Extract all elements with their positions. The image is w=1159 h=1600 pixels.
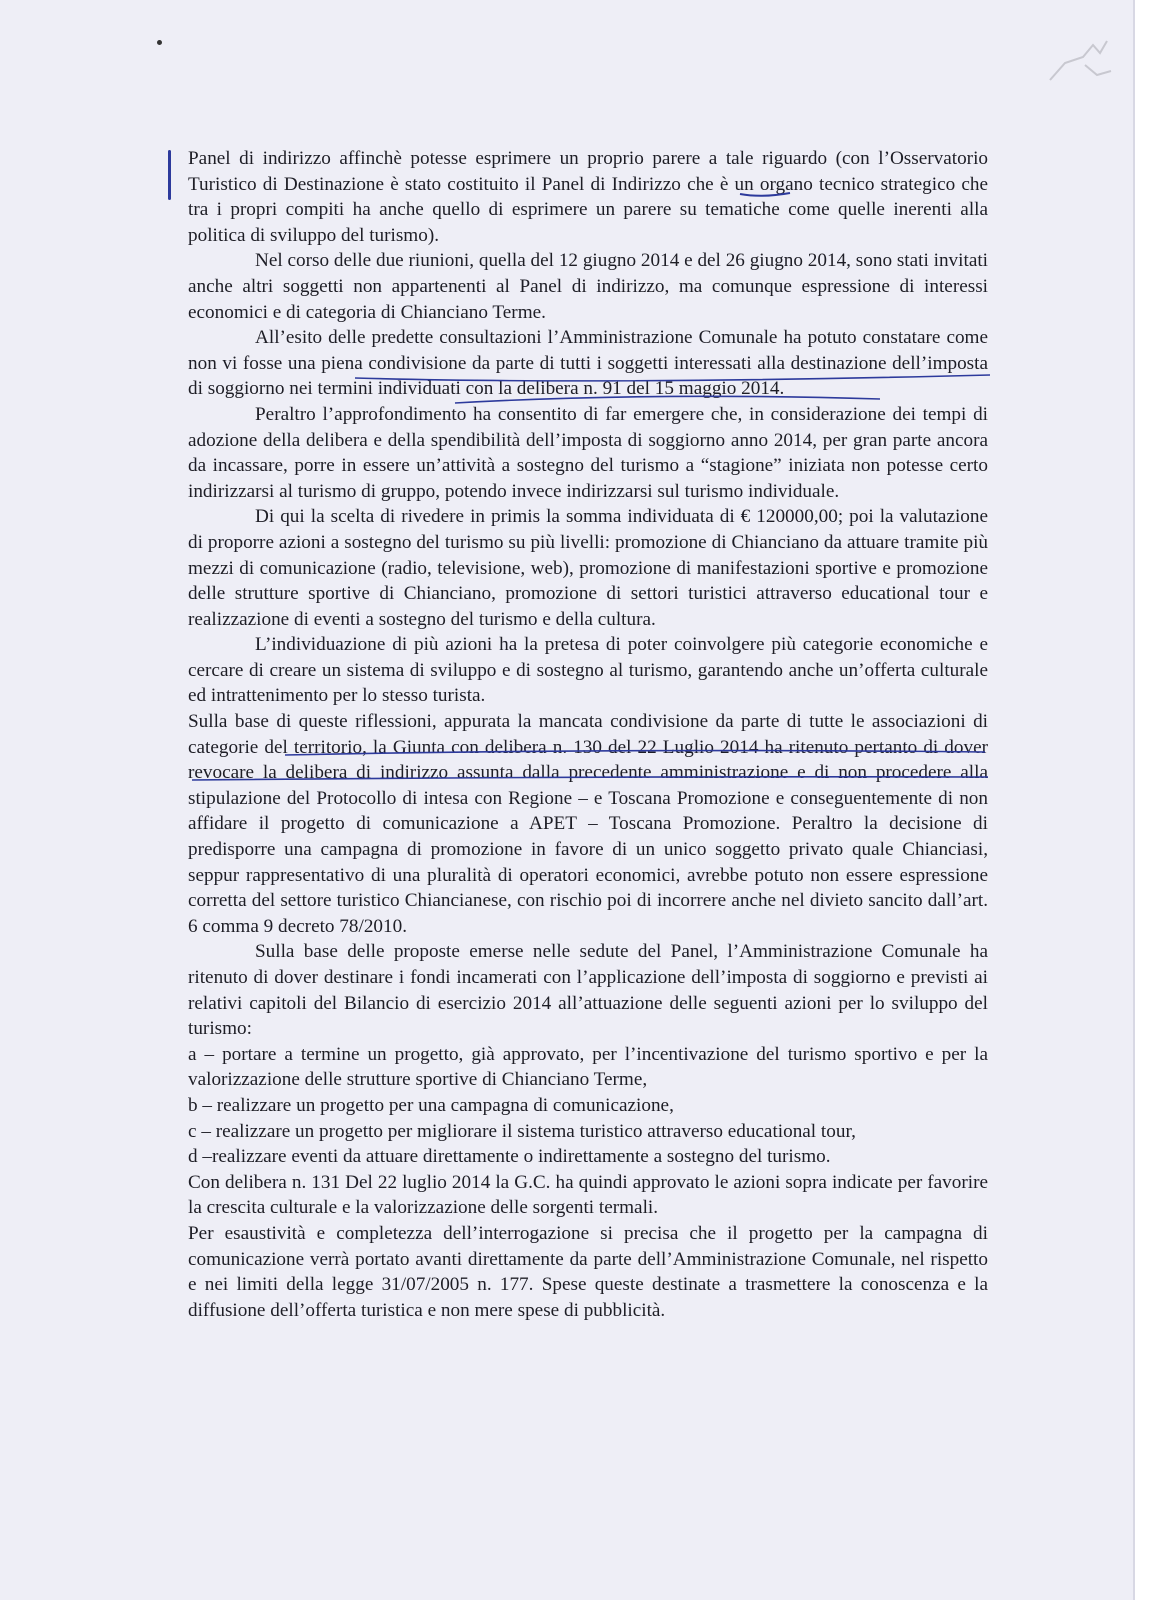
paragraph: Sulla base di queste riflessioni, appurata la mancata condivisione da parte di tutte le associazioni di categorie del territorio, la Giunta con delibera n. 130 del 22 Luglio 2014 ha ritenuto pertanto di dover revocare la delibera di indirizzo assunta dalla precedente amministrazione e di non procedere alla stipulazione del Protocollo di intesa con Regione – e Toscana Promozione e conseguentemente di non affidare il progetto di comunicazione a APET – Toscana Promozione. Peraltro la decisione di predisporre una campagna di promozione in favore di un unico soggetto privato quale Chianciasi, seppur rappresentativo di una pluralità di operatori economici, avrebbe potuto non essere espressione corretta del settore turistico Chiancianese, con rischio poi di incorrere anche nel divieto sancito dall’art. 6 comma 9 decreto 78/2010.: [188, 711, 988, 937]
paragraph: Nel corso delle due riunioni, quella del 12 giugno 2014 e del 26 giugno 2014, sono stati invitati anche altri soggetti non appartenenti al Panel di indirizzo, ma comunque espressione di interessi economici e di categoria di Chianciano Terme.: [188, 250, 988, 323]
ink-dot: [157, 40, 162, 45]
document-body: [188, 146, 988, 1323]
list-item: a – portare a termine un progetto, già approvato, per l’incentivazione del turismo sportivo e per la valorizzazione delle strutture sportive di Chianciano Terme,: [188, 1043, 988, 1091]
list-item: b – realizzare un progetto per una campagna di comunicazione,: [188, 1094, 674, 1116]
list-item: d –realizzare eventi da attuare direttamente o indirettamente a sostegno del turismo.: [188, 1146, 831, 1168]
paragraph: Per esaustività e completezza dell’interrogazione si precisa che il progetto per la campagna di comunicazione verrà portato avanti direttamente da parte dell’Amministrazione Comunale, nel rispetto e nei limiti della legge 31/07/2005 n. 177. Spese queste destinate a trasmettere la conoscenza e la diffusione dell’offerta turistica e non mere spese di pubblicità.: [188, 1222, 988, 1321]
paragraph: Di qui la scelta di rivedere in primis la somma individuata di € 120000,00; poi la valutazione di proporre azioni a sostegno del turismo su più livelli: promozione di Chianciano da attuare tramite più mezzi di comunicazione (radio, televisione, web), promozione di manifestazioni sportive e promozione delle strutture sportive di Chianciano, promozione di settori turistici attraverso educational tour e realizzazione di eventi a sostegno del turismo e della cultura.: [188, 506, 988, 630]
scan-margin: [1135, 0, 1159, 1600]
paragraph: Peraltro l’approfondimento ha consentito di far emergere che, in considerazione dei tempi di adozione della delibera e della spendibilità dell’imposta di soggiorno anno 2014, per gran parte ancora da incassare, porre in essere un’attività a sostegno del turismo a “stagione” iniziata non potesse certo indirizzarsi al turismo di gruppo, potendo invece indirizzarsi sul turismo individuale.: [188, 403, 988, 502]
paragraph: Panel di indirizzo affinchè potesse esprimere un proprio parere a tale riguardo (con l’Osservatorio Turistico di Destinazione è stato costituito il Panel di Indirizzo che è un organo tecnico strategico che tra i propri compiti ha anche quello di esprimere un parere su tematiche come quelle inerenti alla politica di sviluppo del turismo).: [188, 148, 988, 246]
paragraph: All’esito delle predette consultazioni l’Amministrazione Comunale ha potuto constatare come non vi fosse una piena condivisione da parte di tutti i soggetti interessati alla destinazione dell’imposta di soggiorno nei termini individuati con la delibera n. 91 del 15 maggio 2014.: [188, 327, 988, 400]
torn-corner-mark: [1045, 35, 1115, 90]
paragraph: Sulla base delle proposte emerse nelle sedute del Panel, l’Amministrazione Comunale ha ritenuto di dover destinare i fondi incamerati con l’applicazione dell’imposta di soggiorno e previsti ai relativi capitoli del Bilancio di esercizio 2014 all’attuazione delle seguenti azioni per lo sviluppo del turismo:: [188, 941, 988, 1040]
margin-pen-mark: [168, 150, 171, 200]
list-item: c – realizzare un progetto per migliorare il sistema turistico attraverso educational tour,: [188, 1120, 856, 1142]
paragraph: L’individuazione di più azioni ha la pretesa di poter coinvolgere più categorie economiche e cercare di creare un sistema di sviluppo e di sostegno al turismo, garantendo anche un’offerta culturale ed intrattenimento per lo stesso turista.: [188, 634, 988, 707]
paragraph: Con delibera n. 131 Del 22 luglio 2014 la G.C. ha quindi approvato le azioni sopra indicate per favorire la crescita culturale e la valorizzazione delle sorgenti termali.: [188, 1171, 988, 1219]
